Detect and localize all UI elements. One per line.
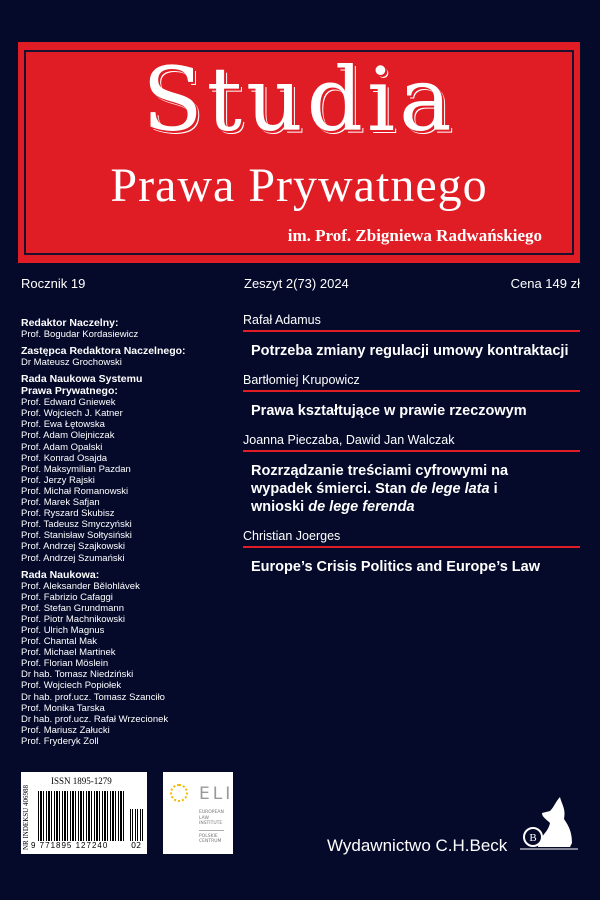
board-member: Prof. Stefan Grundmann: [21, 602, 124, 614]
article-author: Christian Joerges: [243, 529, 580, 548]
board-member: Dr hab. prof.ucz. Tomasz Szanciło: [21, 691, 165, 703]
board-member: Prof. Marek Safjan: [21, 497, 100, 509]
board-member: Prof. Fryderyk Zoll: [21, 735, 99, 747]
board-heading: Rada Naukowa Systemu Prawa Prywatnego:: [21, 373, 143, 398]
title-part: Rozrządzanie treściami cyfrowymi na wypadek śmierci. Stan: [251, 463, 509, 497]
board-member: Prof. Florian Möslein: [21, 658, 109, 670]
eli-logo: [163, 772, 233, 854]
title-part: i wnioski: [251, 481, 498, 515]
board-member: Prof. Ulrich Magnus: [21, 624, 105, 636]
eli-sub: POLSKIE: [199, 830, 224, 840]
board-group: [21, 569, 236, 747]
barcode-bars: [38, 791, 126, 841]
journal-subtitle: Prawa Prywatnego: [110, 159, 488, 212]
board-member: Prof. Wojciech Popiołek: [21, 680, 122, 692]
board-member: Prof. Monika Tarska: [21, 702, 105, 714]
barcode-number: 9 771895 127240: [31, 841, 109, 850]
eli-name: [199, 810, 224, 845]
griffin-logo-icon: [520, 795, 580, 855]
editorial-board: [21, 317, 236, 752]
board-group: [21, 345, 236, 368]
title-part-italic: de lege lata: [410, 481, 490, 497]
svg-text:B: B: [529, 832, 537, 844]
board-member: Prof. Jerzy Rajski: [21, 474, 95, 486]
eli-line: EUROPEAN: [199, 810, 224, 815]
board-member: Prof. Fabrizio Cafaggi: [21, 591, 113, 603]
board-member: Prof. Tadeusz Smyczyński: [21, 519, 132, 531]
journal-title: Studia: [142, 48, 456, 151]
board-member: Prof. Adam Opalski: [21, 441, 103, 453]
publisher: Wydawnictwo C.H.Beck: [327, 836, 508, 855]
board-member: Prof. Piotr Machnikowski: [21, 613, 126, 625]
eli-mark: ELI: [199, 784, 234, 804]
article: [243, 529, 580, 576]
board-heading: Redaktor Naczelny:: [21, 317, 119, 329]
board-member: Dr Mateusz Grochowski: [21, 357, 122, 369]
title-panel: [18, 42, 580, 263]
board-member: Prof. Stanisław Sołtysiński: [21, 530, 132, 542]
article-author: Joanna Pieczaba, Dawid Jan Walczak: [243, 433, 580, 452]
eli-sub: CENTRUM: [199, 839, 222, 844]
board-member: Prof. Michał Romanowski: [21, 485, 129, 497]
journal-dedication: im. Prof. Zbigniewa Radwańskiego: [287, 226, 542, 245]
board-member: Dr hab. Tomasz Niedziński: [21, 669, 134, 681]
price: Cena 149 zł: [510, 276, 580, 291]
board-member: Dr hab. prof.ucz. Rafał Wrzecionek: [21, 713, 169, 725]
eli-line: INSTITUTE: [199, 821, 223, 826]
board-member: Prof. Wojciech J. Katner: [21, 408, 123, 420]
board-heading: Rada Naukowa:: [21, 568, 100, 581]
board-member: Prof. Chantal Mak: [21, 636, 98, 648]
article-title: Europe’s Crisis Politics and Europe’s Law: [251, 559, 541, 575]
article-title: [251, 462, 551, 516]
index-number: NR INDEKSU 406988: [22, 785, 30, 850]
article: [243, 433, 580, 516]
barcode-addon: 02: [131, 841, 142, 850]
article: [243, 313, 580, 360]
board-member: Prof. Michael Martinek: [21, 647, 116, 659]
board-member: Prof. Ewa Łętowska: [21, 419, 105, 431]
board-member: Prof. Andrzej Szumański: [21, 552, 125, 564]
issn: ISSN 1895-1279: [51, 776, 112, 786]
board-member: Prof. Andrzej Szajkowski: [21, 541, 126, 553]
board-member: Prof. Konrad Osajda: [21, 452, 108, 464]
article: [243, 373, 580, 420]
board-heading: Zastępca Redaktora Naczelnego:: [21, 345, 186, 358]
article-author: Bartłomiej Krupowicz: [243, 373, 580, 392]
board-group: [21, 373, 236, 563]
volume: Rocznik 19: [21, 276, 86, 291]
issue: Zeszyt 2(73) 2024: [244, 276, 349, 291]
contents: [243, 313, 580, 589]
barcode: [21, 772, 147, 854]
board-member: Prof. Adam Olejniczak: [21, 430, 115, 442]
article-title: Prawa kształtujące w prawie rzeczowym: [251, 403, 527, 419]
article-author: Rafał Adamus: [243, 313, 580, 332]
board-member: Prof. Aleksander Bělohlávek: [21, 580, 140, 592]
board-group: [21, 317, 236, 340]
title-part-italic: de lege ferenda: [308, 499, 415, 515]
article-title: Potrzeba zmiany regulacji umowy kontraktacji: [251, 343, 569, 359]
eli-stars-icon: [170, 784, 188, 802]
board-member: Prof. Maksymilian Pazdan: [21, 463, 131, 475]
board-member: Prof. Edward Gniewek: [21, 397, 116, 409]
board-member: Prof. Bogudar Kordasiewicz: [21, 329, 139, 340]
eli-line: LAW: [199, 815, 209, 821]
addon-bars: [130, 809, 144, 841]
board-member: Prof. Mariusz Załucki: [21, 724, 110, 736]
board-member: Prof. Ryszard Skubisz: [21, 508, 115, 520]
